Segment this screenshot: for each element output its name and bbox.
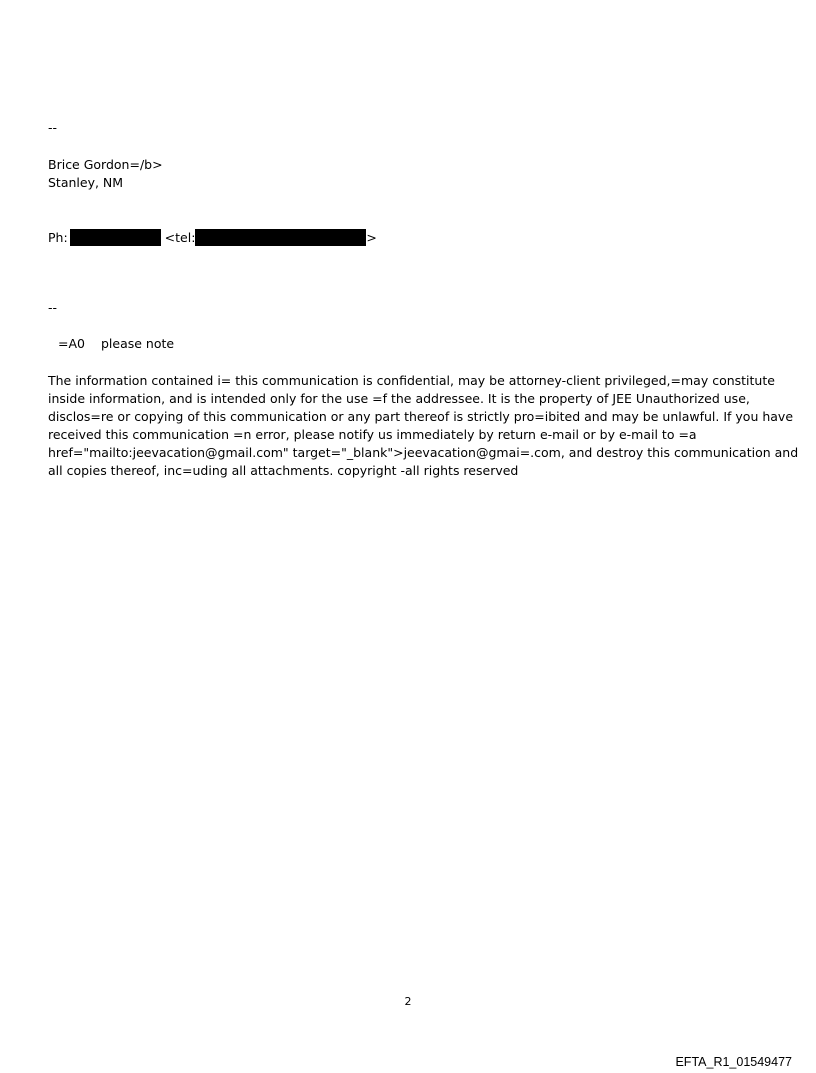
note-code: =A0 xyxy=(58,336,85,351)
sender-name: Brice Gordon=/b> xyxy=(48,157,163,172)
note-line xyxy=(58,336,174,352)
signature-separator-top: -- xyxy=(48,120,58,135)
disclaimer-line: received this communication =n error, please notify us immediately by return e-mail or by e-mail to =a xyxy=(48,427,697,442)
document-id: EFTA_R1_01549477 xyxy=(675,1055,792,1069)
redaction-box-tel xyxy=(195,229,366,246)
tel-open-text: <tel: xyxy=(164,230,196,245)
phone-line xyxy=(48,229,377,246)
disclaimer-line: href="mailto:jeevacation@gmail.com" target="_blank">jeevacation@gmai=.com, and destroy this communication and xyxy=(48,445,799,460)
disclaimer-line: disclos=re or copying of this communication or any part thereof is strictly pro=ibited and may be unlawful. If you have xyxy=(48,409,794,424)
sender-location: Stanley, NM xyxy=(48,175,124,190)
signature-separator-bottom: -- xyxy=(48,300,58,315)
disclaimer-line: The information contained i= this communication is confidential, may be attorney-client privileged,=may constitute xyxy=(48,373,775,388)
note-text: please note xyxy=(100,336,175,351)
disclaimer-line: inside information, and is intended only for the use =f the addressee. It is the property of JEE Unauthorized use, xyxy=(48,391,750,406)
disclaimer-line: all copies thereof, inc=uding all attachments. copyright -all rights reserved xyxy=(48,463,519,478)
tel-close-text: > xyxy=(366,230,377,245)
page-number: 2 xyxy=(404,995,412,1008)
confidentiality-disclaimer xyxy=(48,372,799,480)
redaction-box-phone xyxy=(70,229,161,246)
phone-label: Ph: xyxy=(48,230,68,245)
